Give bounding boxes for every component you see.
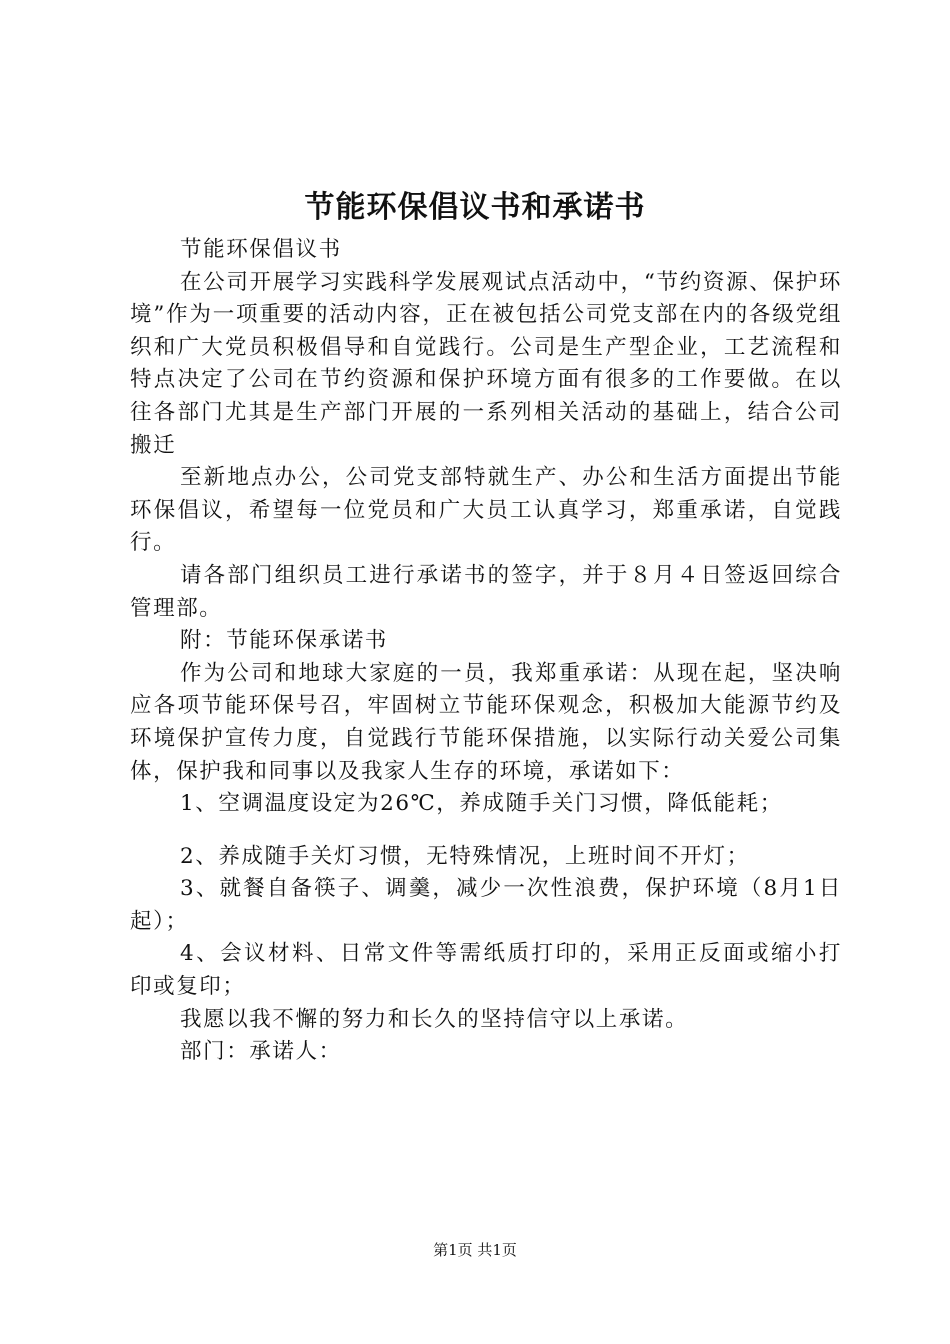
commitment-item-4: 4、会议材料、日常文件等需纸质打印的，采用正反面或缩小打印或复印； [130,941,842,1000]
paragraph-commitment: 作为公司和地球大家庭的一员，我郑重承诺：从现在起，坚决响应各项节能环保号召，牢固树立节能环保观念，积极加大能源节约及环境保护宣传力度，自觉践行节能环保措施，以实际行动关爱公司集体，保护我和同事以及我家人生存的环境，承诺如下： [130,660,842,784]
signature-line: 部门：承诺人： [180,1039,342,1065]
commitment-item-3: 3、就餐自备筷子、调羹，减少一次性浪费，保护环境（8月1日起）； [130,876,842,934]
commitment-item-1: 1、空调温度设定为26℃，养成随手关门习惯，降低能耗； [180,791,783,817]
document-title: 节能环保倡议书和承诺书 [304,190,646,225]
paragraph-heading-proposal: 节能环保倡议书 [180,237,342,262]
paragraph-proposal: 至新地点办公，公司党支部特就生产、办公和生活方面提出节能环保倡议，希望每一位党员和广大员工认真学习，郑重承诺，自觉践行。 [130,465,842,556]
document-body [130,234,842,1069]
paragraph-intro: 在公司开展学习实践科学发展观试点活动中，“节约资源、保护环境”作为一项重要的活动内容，正在被包括公司党支部在内的各级党组织和广大党员积极倡导和自觉践行。公司是生产型企业，工艺流程和特点决定了公司在节约资源和保护环境方面有很多的工作要做。在以往各部门尤其是生产部门开展的一系列相关活动的基础上，结合公司搬迁 [130,269,842,458]
commitment-item-2: 2、养成随手关灯习惯，无特殊情况，上班时间不开灯； [180,843,750,869]
paragraph-attachment: 附：节能环保承诺书 [180,628,388,654]
page-footer: 第1页 共1页 [433,1241,517,1259]
paragraph-pledge: 我愿以我不懈的努力和长久的坚持信守以上承诺。 [180,1006,689,1032]
paragraph-instruction: 请各部门组织员工进行承诺书的签字，并于８月４日签返回综合管理部。 [130,562,842,621]
